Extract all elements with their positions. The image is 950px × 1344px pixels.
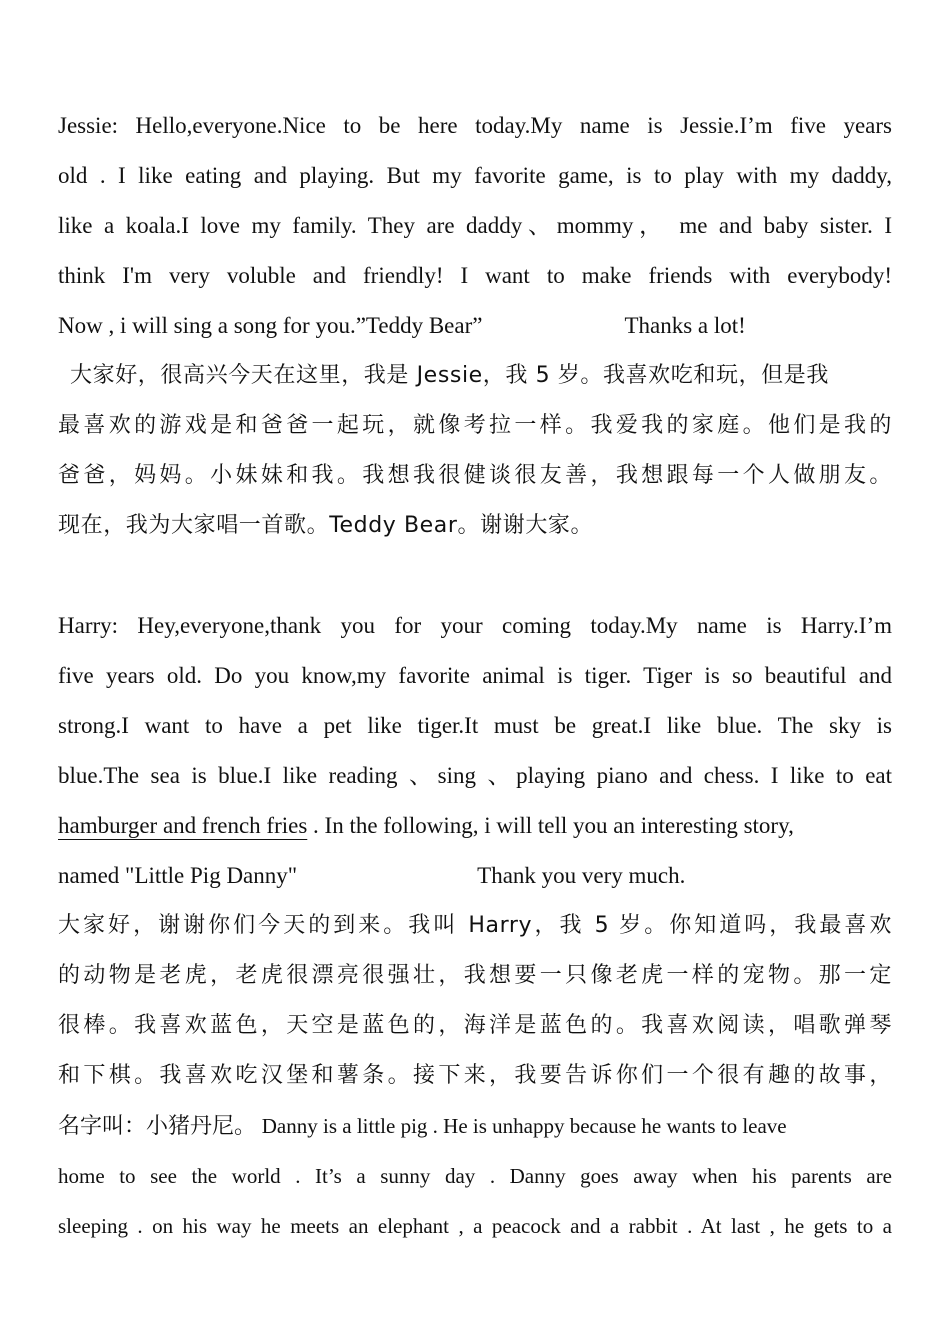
story-text: Danny is a little pig . He is unhappy because he wants to leave bbox=[261, 1114, 787, 1138]
text-line: Jessie: Hello,everyone.Nice to be here today.My name is Jessie.I’m five years bbox=[58, 113, 892, 138]
song-intro-text: Now , i will sing a song for you.”Teddy Bear” bbox=[58, 313, 483, 338]
text-line: 爸爸，妈妈。小妹妹和我。我想我很健谈很友善，我想跟每一个人做朋友。 bbox=[58, 463, 892, 488]
jessie-chinese-paragraph bbox=[58, 355, 892, 555]
story-intro-text: . In the following, i will tell you an interesting story, bbox=[307, 813, 794, 838]
text-line: 很棒。我喜欢蓝色，天空是蓝色的，海洋是蓝色的。我喜欢阅读，唱歌弹琴 bbox=[58, 1013, 892, 1038]
story-paragraph bbox=[58, 1155, 892, 1255]
harry-english-paragraph bbox=[58, 605, 892, 905]
text-line: strong.I want to have a pet like tiger.It must be great.I like blue. The sky is bbox=[58, 713, 892, 738]
text-line: 最喜欢的游戏是和爸爸一起玩，就像考拉一样。我爱我的家庭。他们是我的 bbox=[58, 413, 892, 438]
text-line: like a koala.I love my family. They are daddy、mommy， me and baby sister. I bbox=[58, 213, 892, 238]
text-line: home to see the world . It’s a sunny day . Danny goes away when his parents are bbox=[58, 1164, 892, 1188]
thanks-text: Thank you very much. bbox=[477, 863, 686, 888]
text-line bbox=[58, 305, 892, 355]
story-name-text: named "Little Pig Danny" bbox=[58, 863, 298, 888]
text-line: 和下棋。我喜欢吃汉堡和薯条。接下来，我要告诉你们一个很有趣的故事， bbox=[58, 1063, 892, 1088]
text-line bbox=[58, 805, 892, 855]
text-line bbox=[58, 855, 892, 905]
text-line: Harry: Hey,everyone,thank you for your coming today.My name is Harry.I’m bbox=[58, 613, 892, 638]
text-line bbox=[58, 1105, 892, 1155]
text-line: five years old. Do you know,my favorite animal is tiger. Tiger is so beautiful and bbox=[58, 663, 892, 688]
text-line: sleeping . on his way he meets an elephant , a peacock and a rabbit . At last , he gets to a bbox=[58, 1214, 892, 1238]
text-line: blue.The sea is blue.I like reading 、sing 、playing piano and chess. I like to eat bbox=[58, 763, 892, 788]
harry-chinese-paragraph bbox=[58, 905, 892, 1155]
document-page bbox=[58, 105, 892, 1255]
text-line: 大家好，谢谢你们今天的到来。我叫 Harry，我 5 岁。你知道吗，我最喜欢 bbox=[58, 913, 892, 938]
thanks-text: Thanks a lot! bbox=[624, 313, 746, 338]
text-line: 的动物是老虎，老虎很漂亮很强壮，我想要一只像老虎一样的宠物。那一定 bbox=[58, 963, 892, 988]
underlined-food-text: hamburger and french fries bbox=[58, 813, 308, 838]
story-title-cn: 名字叫：小猪丹尼。 bbox=[58, 1114, 257, 1139]
text-line: 现在，我为大家唱一首歌。Teddy Bear。谢谢大家。 bbox=[58, 513, 594, 538]
text-line: old . I like eating and playing. But my favorite game, is to play with my daddy, bbox=[58, 163, 892, 188]
jessie-english-paragraph bbox=[58, 105, 892, 355]
text-line: 大家好，很高兴今天在这里，我是 Jessie，我 5 岁。我喜欢吃和玩，但是我 bbox=[70, 363, 829, 388]
section-gap bbox=[58, 555, 892, 605]
text-line: think I'm very voluble and friendly! I want to make friends with everybody! bbox=[58, 263, 892, 288]
